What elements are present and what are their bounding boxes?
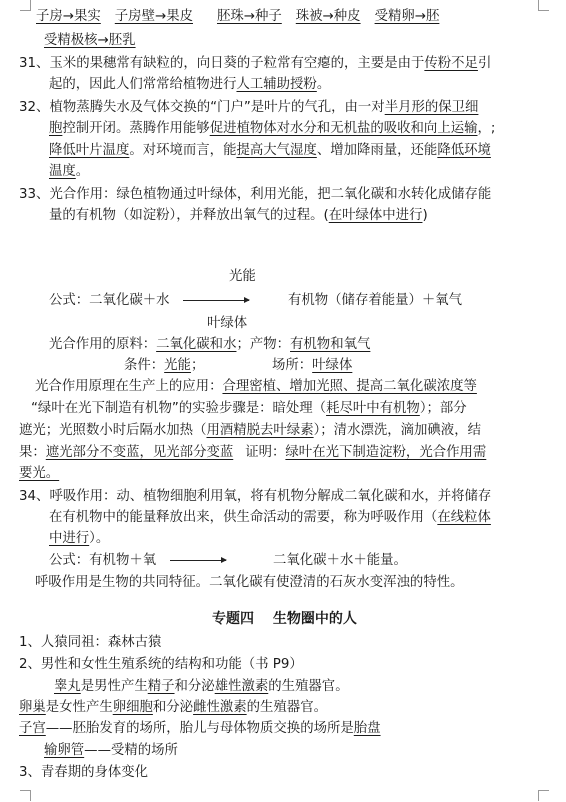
- answer-pollination-insufficient: 传粉不足: [424, 56, 478, 71]
- topic-4-heading: 专题四 生物圈中的人: [212, 611, 357, 627]
- ovule-to-seed: 胚珠→种子: [216, 9, 282, 24]
- crop-mark-top-right: [538, 0, 549, 11]
- item-32-line-3: 降低叶片温度。对环境而言，能提高大气湿度、增加降雨量，还能降低环境: [49, 143, 491, 158]
- item-number: 33、: [19, 187, 50, 202]
- photosynthesis-condition: 条件：光能；: [124, 358, 205, 373]
- respiration-formula-right: 二氧化碳＋水＋能量。: [273, 553, 407, 568]
- ovary-to-fruit: 子房→果实: [36, 9, 101, 24]
- crop-mark-top-left: [20, 0, 31, 11]
- zygote-to-embryo: 受精卵→胚: [374, 9, 440, 24]
- item-32-line-4: 温度。: [49, 164, 90, 179]
- experiment-line-3: 果：遮光部分不变蓝，见光部分变蓝 证明：绿叶在光下制造淀粉，光合作用需: [19, 445, 487, 460]
- answer-lower-env-temp: 降低环境: [437, 143, 491, 158]
- item-number: 32、: [19, 100, 50, 115]
- respiration-formula-left: 公式：有机物＋氧: [49, 553, 157, 568]
- ovary-wall-to-peel: 子房壁→果皮: [114, 9, 193, 24]
- item-number: 31、: [19, 56, 50, 71]
- section-1-human-origin: 1、人猿同祖：森林古猿: [19, 635, 162, 650]
- answer-water-transport: 促进植物体对水分和无机盐的吸收和向上运输: [209, 121, 478, 136]
- answer-in-mitochondria: 在线粒体: [437, 510, 491, 525]
- formula-place-chloroplast: 叶绿体: [207, 316, 248, 331]
- item-33-line-2: 量的有机物（如淀粉），并释放出氧气的过程。(在叶绿体中进行): [49, 208, 428, 223]
- polar-nuclei-to-endosperm: 受精极核→胚乳: [44, 33, 136, 48]
- item-34-line-3: 中进行）。: [49, 531, 110, 546]
- section-3-puberty: 3、青春期的身体变化: [19, 765, 149, 780]
- photosynthesis-application: 光合作用原理在生产上的应用：合理密植、增加光照、提高二氧化碳浓度等: [35, 379, 477, 394]
- crop-mark-bottom-left: [20, 790, 31, 801]
- respiration-common-feature: 呼吸作用是生物的共同特征。二氧化碳有使澄清的石灰水变浑浊的特性。: [35, 575, 464, 590]
- formula-arrow: [183, 300, 249, 301]
- photosynthesis-materials: 光合作用的原料：二氧化碳和水；产物：有机物和氧气: [49, 337, 371, 352]
- answer-in-chloroplast: 在叶绿体中进行: [328, 208, 423, 223]
- item-34-line-2: 在有机物中的能量释放出来，供生命活动的需要，称为呼吸作用（在线粒体: [49, 510, 491, 525]
- answer-lower-leaf-temp: 降低叶片温度: [49, 143, 130, 158]
- fruit-formation-line-2: [44, 30, 136, 52]
- formula-condition-light: 光能: [229, 269, 256, 284]
- answer-artificial-pollination: 人工辅助授粉: [236, 77, 317, 92]
- integument-to-seed-coat: 珠被→种皮: [295, 9, 361, 24]
- photosynthesis-formula-right: 有机物（储存着能量）＋氧气: [288, 293, 463, 308]
- answer-raise-humidity: 提高大气湿度: [236, 143, 317, 158]
- item-number: 34、: [19, 489, 50, 504]
- experiment-line-1: “绿叶在光下制造有机物”的实验步骤是：暗处理（耗尽叶中有机物）；部分: [31, 401, 467, 416]
- testis-line: 睾丸是男性产生精子和分泌雄性激素的生殖器官。: [54, 679, 349, 694]
- section-2-reproductive-system: 2、男性和女性生殖系统的结构和功能（书 P9）: [19, 657, 303, 672]
- item-31-line-2: 起的，因此人们常常给植物进行人工辅助授粉。: [49, 77, 331, 92]
- uterus-line: 子宫——胚胎发育的场所，胎儿与母体物质交换的场所是胎盘: [19, 721, 381, 736]
- crop-mark-bottom-right: [538, 790, 549, 801]
- respiration-formula-arrow: [170, 560, 226, 561]
- item-32-line-1: 32、植物蒸腾失水及气体交换的“门户”是叶片的气孔，由一对半月形的保卫细: [19, 100, 479, 115]
- experiment-line-2: 遮光；光照数小时后隔水加热（用酒精脱去叶绿素）；清水漂洗，滴加碘液，结: [19, 423, 481, 438]
- photosynthesis-place: 场所：叶绿体: [272, 358, 353, 373]
- item-33-line-1: 33、光合作用：绿色植物通过叶绿体，利用光能，把二氧化碳和水转化成储存能: [19, 187, 492, 202]
- item-32-line-2: 胞控制开闭。蒸腾作用能够促进植物体对水分和无机盐的吸收和向上运输，;: [49, 121, 496, 136]
- ovary-line: 卵巢是女性产生卵细胞和分泌雌性激素的生殖器官。: [19, 700, 327, 715]
- answer-guard-cells: 半月形的保卫细: [384, 100, 479, 115]
- oviduct-line: 输卵管——受精的场所: [44, 743, 178, 758]
- fruit-formation-line-1: [36, 6, 439, 28]
- item-31-line-1: 31、玉米的果穗常有缺粒的，向日葵的子粒常有空瘪的，主要是由于传粉不足引: [19, 56, 492, 71]
- item-34-line-1: 34、呼吸作用：动、植物细胞利用氧，将有机物分解成二氧化碳和水，并将储存: [19, 489, 492, 504]
- photosynthesis-formula-left: 公式：二氧化碳＋水: [49, 293, 170, 308]
- experiment-line-4: 要光。: [19, 466, 60, 481]
